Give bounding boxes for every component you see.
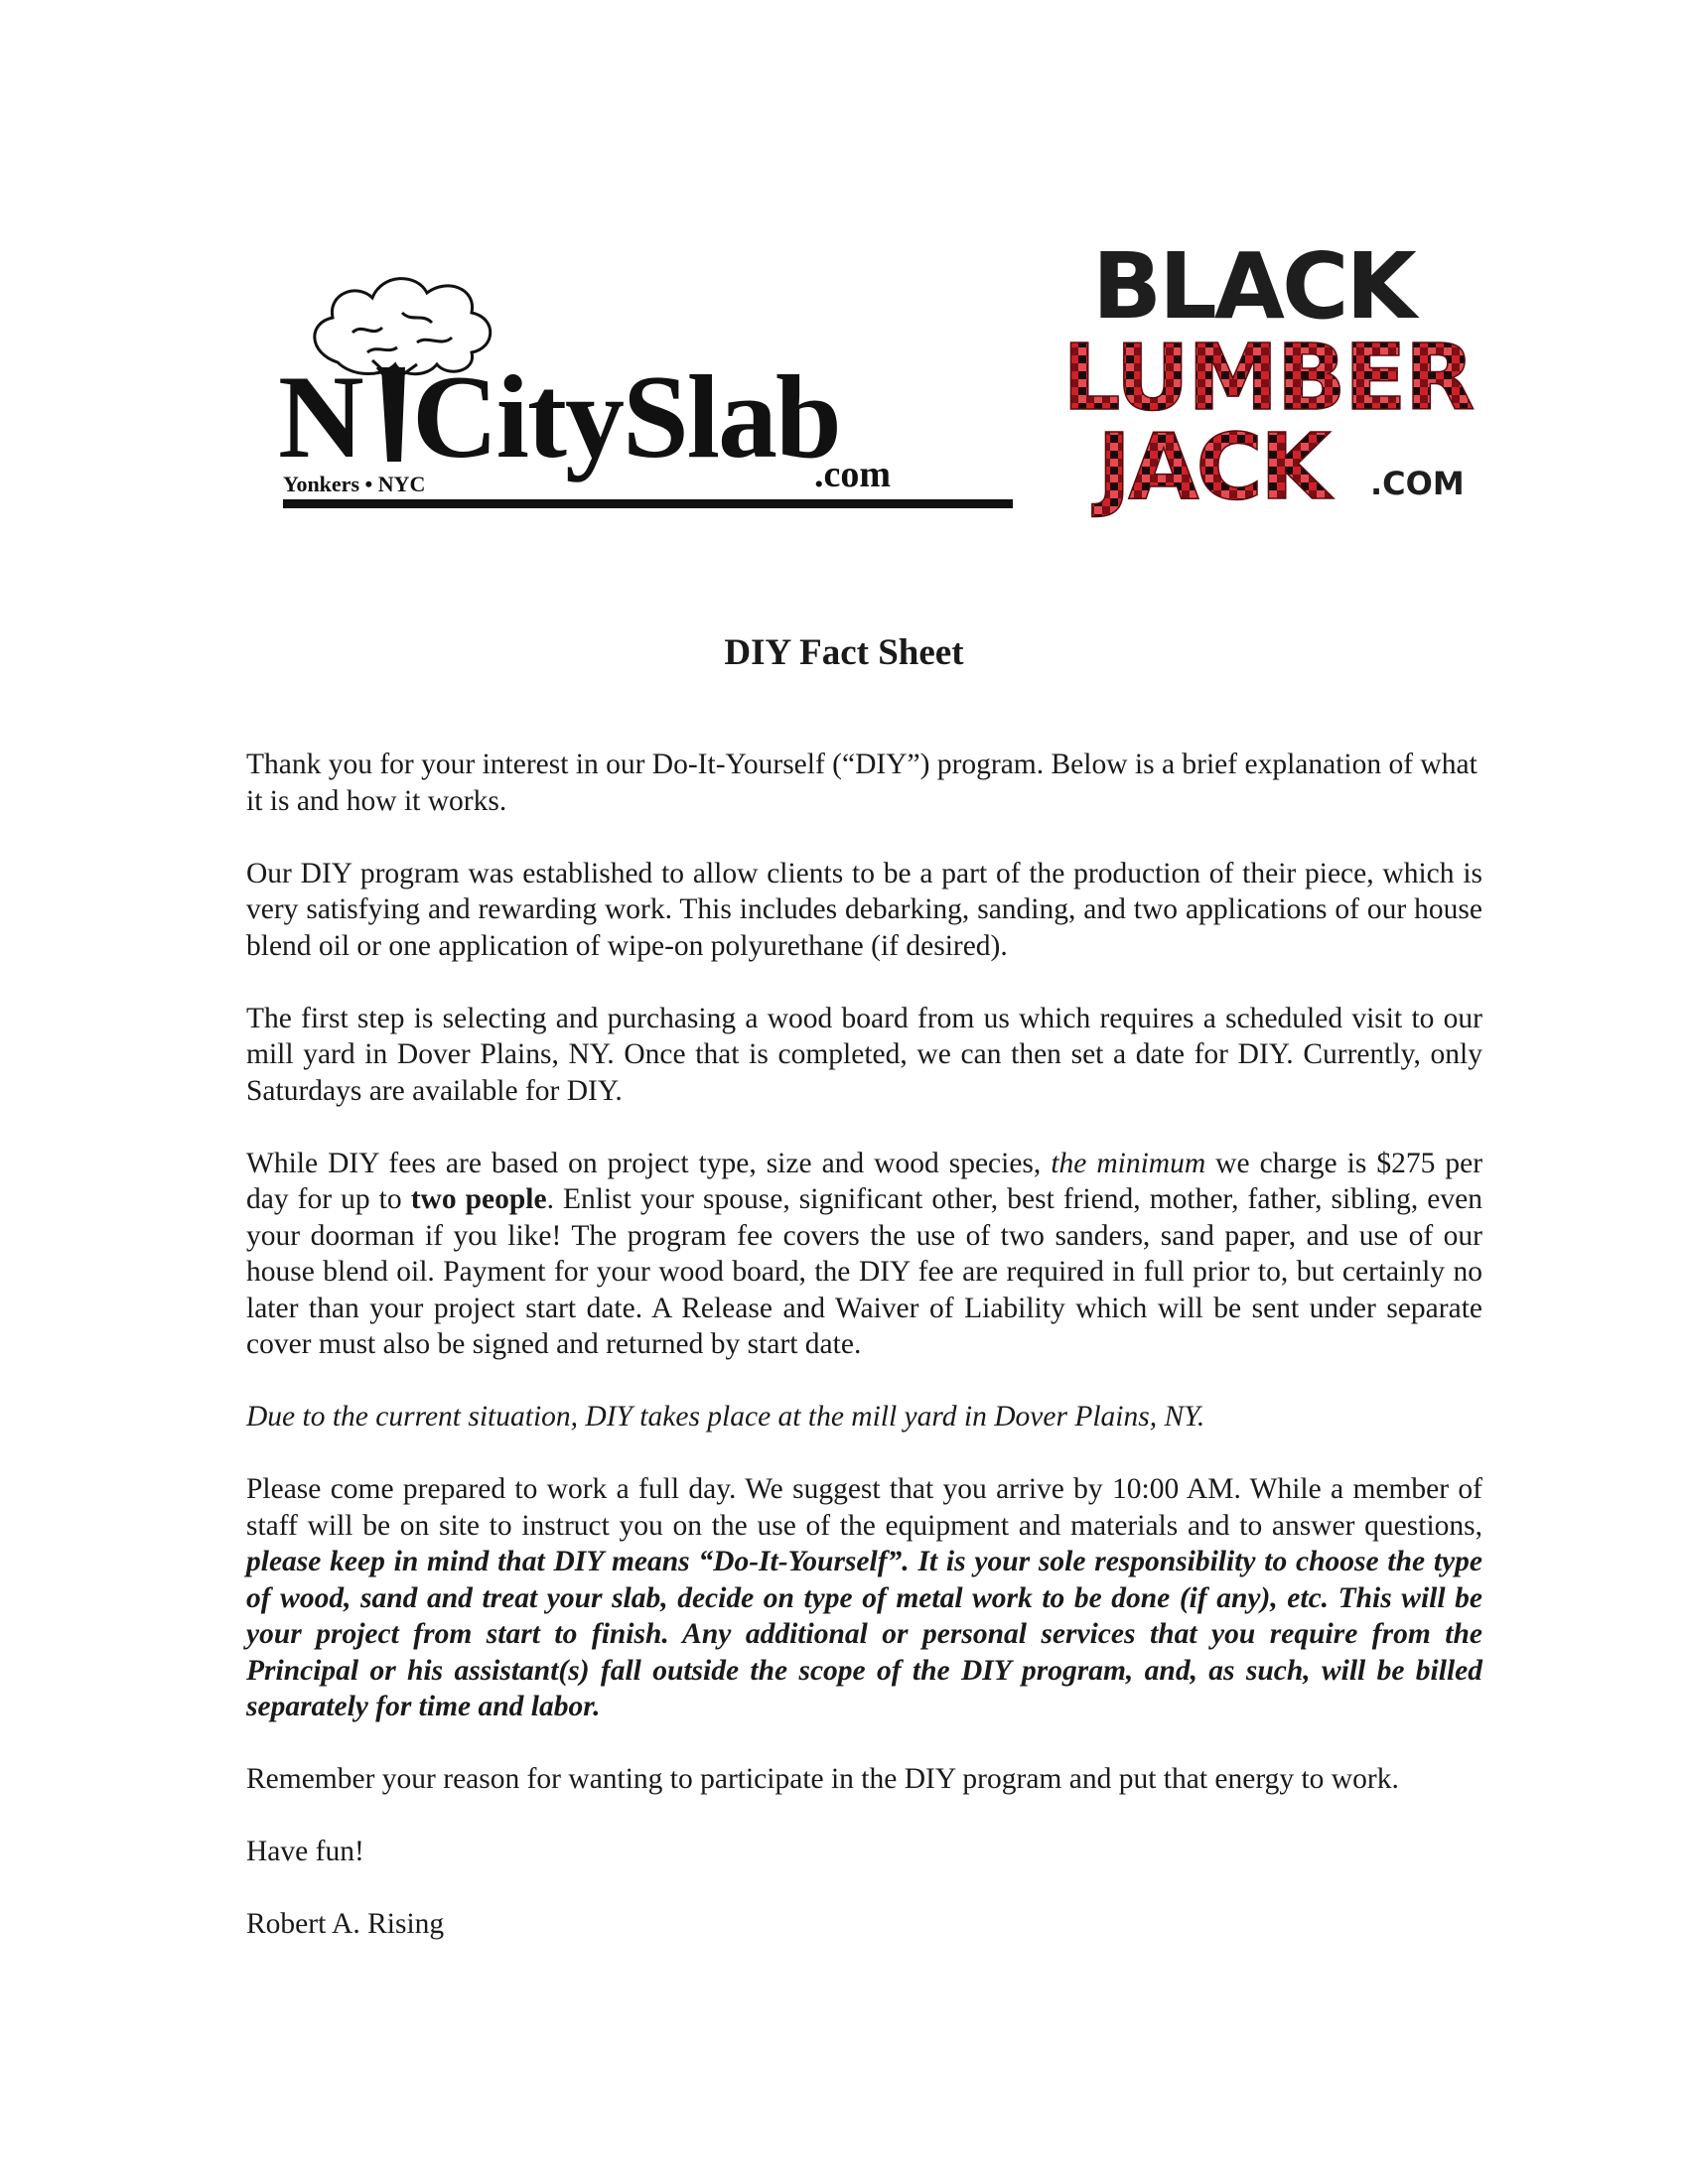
reminder-paragraph: Remember your reason for wanting to participate in the DIY program and put that energy to work. xyxy=(246,1763,1399,1795)
nyc-logo-wordmark: CitySlab xyxy=(412,350,840,482)
program-paragraph: Our DIY program was established to allow clients to be a part of the production of their piece, which is very satisfying and rewarding work. This includes debarking, sanding, and two applications of our house blend oil or one application of wipe-on polyurethane (if desired). xyxy=(246,857,1482,962)
intro-paragraph: Thank you for your interest in our Do-It-Yourself (“DIY”) program. Below is a brief explanation of what it is and how it works. xyxy=(246,749,1477,817)
location-notice: Due to the current situation, DIY takes place at the mill yard in Dover Plains, NY. xyxy=(246,1401,1205,1433)
fees-paragraph xyxy=(246,1146,1482,1363)
fees-minimum: the minimum xyxy=(1051,1147,1206,1179)
blj-logo-domain: .COM xyxy=(1370,465,1465,502)
blacklumberjack-logo xyxy=(1062,228,1499,526)
closing-line: Have fun! xyxy=(246,1836,364,1867)
responsibility-notice: please keep in mind that DIY means “Do-It-Yourself”. It is your sole responsibility to choose the type of wood, sand and treat your slab, decide on type of metal work to be done (if any), etc. This will be your project from start to finish. Any additional or personal services that you require from the Principal or his assistant(s) fall outside the scope of the DIY program, and, as such, will be billed separately for time and labor. xyxy=(246,1546,1482,1722)
first-step-paragraph: The first step is selecting and purchasing a wood board from us which requires a scheduled visit to our mill yard in Dover Plains, NY. Once that is completed, we can then set a date for DIY. Currently, only Saturdays are available for DIY. xyxy=(246,1002,1482,1107)
preparation-text: Please come prepared to work a full day. We suggest that you arrive by 10:00 AM. While a member of staff will be on site to instruct you on the use of the equipment and materials and to answer questions, xyxy=(246,1473,1482,1542)
document-title: DIY Fact Sheet xyxy=(724,632,964,673)
nyc-logo-domain: .com xyxy=(814,454,892,495)
tree-trunk-y xyxy=(381,367,405,462)
document-body xyxy=(246,747,1482,1943)
fees-text-a: While DIY fees are based on project type, size and wood species, xyxy=(246,1147,1052,1179)
fees-text-e: . Enlist your spouse, significant other, best friend, mother, father, sibling, even your doorman if you like! The program fee covers the use of two sanders, sand paper, and use of our house blend oil. Payment for your wood board, the DIY fee are required in full prior to, but certainly no later than your project start date. A Release and Waiver of Liability which will be sent under separate cover must also be signed and returned by start date. xyxy=(246,1183,1482,1360)
blj-logo-black: BLACK xyxy=(1092,233,1414,340)
svg-text:N: N xyxy=(278,350,364,482)
nyc-logo-underline xyxy=(283,499,1013,508)
fees-text-c: we charge is $275 per day for up to xyxy=(246,1147,1483,1215)
nyc-logo-location: Yonkers • NYC xyxy=(283,472,426,496)
nycityslab-logo xyxy=(278,253,1013,511)
blj-logo-jack: JACK xyxy=(1097,414,1329,520)
fees-two-people: two people xyxy=(410,1183,547,1215)
signature: Robert A. Rising xyxy=(246,1908,445,1940)
preparation-paragraph xyxy=(246,1471,1482,1725)
blj-logo-lumber: LUMBER xyxy=(1062,325,1474,431)
